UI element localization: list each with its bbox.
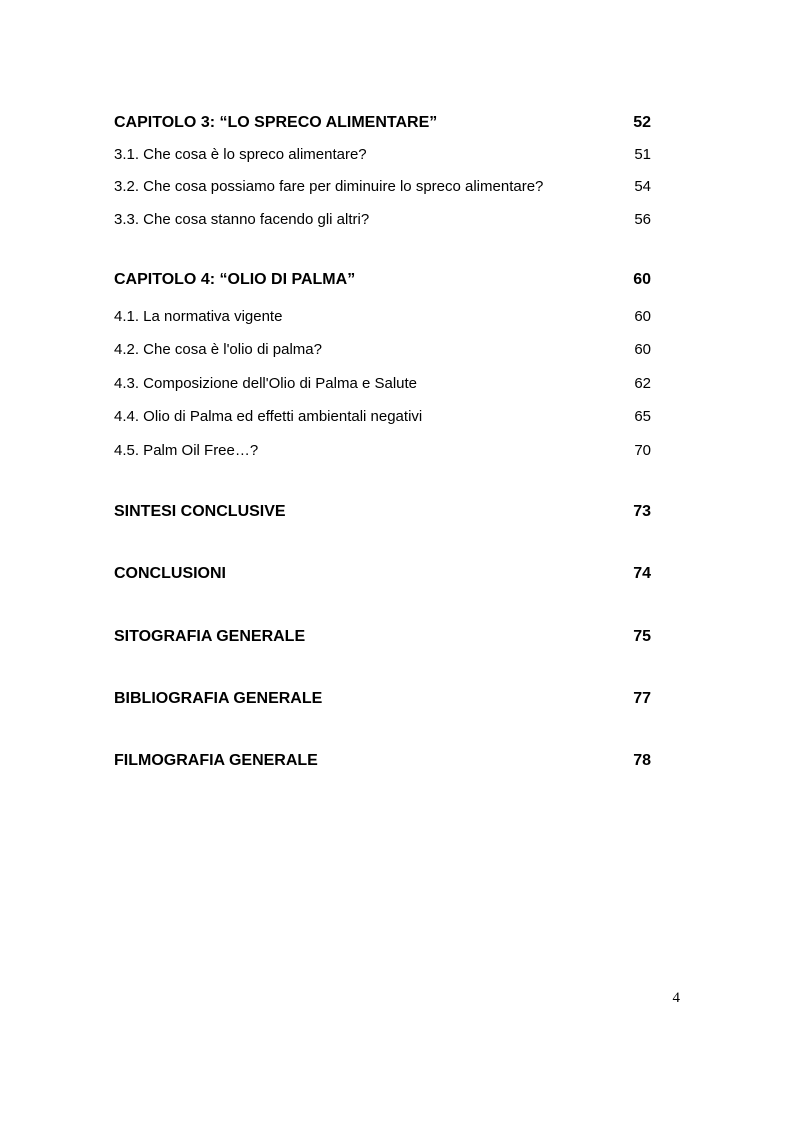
toc-entry-page: 77 <box>633 690 651 707</box>
toc-entry-page: 73 <box>633 503 651 520</box>
toc-entry-title: 4.2. Che cosa è l'olio di palma? <box>114 340 322 358</box>
toc-entry-page: 70 <box>634 441 651 459</box>
toc-filmografia-generale <box>114 750 651 772</box>
toc-entry-title: CONCLUSIONI <box>114 565 226 582</box>
toc-entry-title: SITOGRAFIA GENERALE <box>114 628 306 645</box>
toc-entry-page: 54 <box>634 177 651 195</box>
toc-section-4-1 <box>114 305 651 327</box>
toc-entry-page: 78 <box>633 752 651 769</box>
toc-chapter-4 <box>114 269 651 291</box>
footer-page-number: 4 <box>672 990 680 1006</box>
toc-entry-page: 60 <box>633 271 651 288</box>
toc-entry-title: CAPITOLO 3: “LO SPRECO ALIMENTARE” <box>114 114 438 131</box>
toc-entry-title: 3.2. Che cosa possiamo fare per diminuire lo spreco alimentare? <box>114 177 544 195</box>
toc-section-3-1 <box>114 143 651 165</box>
toc-entry-page: 60 <box>634 307 651 325</box>
toc-entry-page: 60 <box>634 340 651 358</box>
toc-entry-page: 51 <box>634 145 651 163</box>
toc-entry-title: 3.3. Che cosa stanno facendo gli altri? <box>114 210 370 228</box>
toc-entry-title: 4.3. Composizione dell'Olio di Palma e Salute <box>114 374 418 392</box>
toc-entry-page: 65 <box>634 407 651 425</box>
toc-entry-title: 4.5. Palm Oil Free…? <box>114 441 259 459</box>
toc-section-3-2 <box>114 175 651 197</box>
toc-chapter-3 <box>114 112 651 134</box>
toc-entry-title: SINTESI CONCLUSIVE <box>114 503 286 520</box>
toc-entry-title: 4.1. La normativa vigente <box>114 307 283 325</box>
toc-entry-title: CAPITOLO 4: “OLIO DI PALMA” <box>114 271 356 288</box>
toc-entry-page: 56 <box>634 210 651 228</box>
toc-section-4-3 <box>114 372 651 394</box>
toc-sintesi-conclusive <box>114 501 651 523</box>
toc-conclusioni <box>114 563 651 585</box>
toc-entry-page: 75 <box>633 628 651 645</box>
toc-section-4-2 <box>114 338 651 360</box>
toc-section-4-5 <box>114 439 651 461</box>
toc-entry-title: FILMOGRAFIA GENERALE <box>114 752 318 769</box>
toc-entry-title: BIBLIOGRAFIA GENERALE <box>114 690 323 707</box>
toc-entry-title: 3.1. Che cosa è lo spreco alimentare? <box>114 145 367 163</box>
toc-entry-page: 74 <box>633 565 651 582</box>
toc-entry-page: 62 <box>634 374 651 392</box>
toc-section-4-4 <box>114 405 651 427</box>
toc-bibliografia-generale <box>114 688 651 710</box>
toc-entry-page: 52 <box>633 114 651 131</box>
toc-sitografia-generale <box>114 626 651 648</box>
toc-section-3-3 <box>114 208 651 230</box>
toc-entry-title: 4.4. Olio di Palma ed effetti ambientali negativi <box>114 407 423 425</box>
